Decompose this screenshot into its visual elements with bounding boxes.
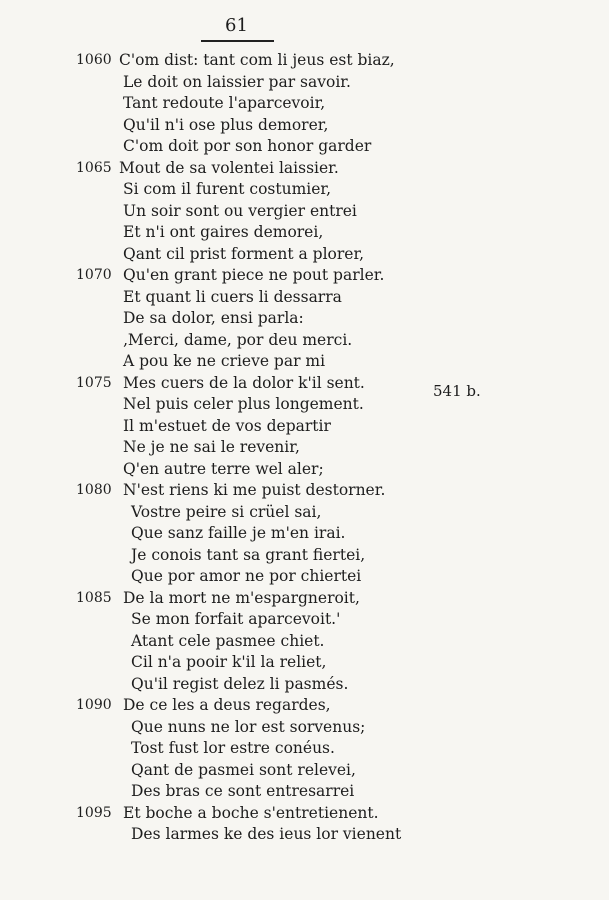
- verse-text: Que nuns ne lor est sorvenus;: [131, 717, 366, 736]
- verse-line: [0, 416, 480, 438]
- verse-line: [0, 351, 480, 373]
- verse-text: Tost fust lor estre conéus.: [131, 739, 335, 757]
- verse-text: Q'en autre terre wel aler;: [123, 459, 324, 478]
- verse-line: [0, 158, 480, 180]
- verse-text: A pou ke ne crieve par mi: [123, 352, 326, 370]
- verse-text: Vostre peire si crüel sai,: [131, 502, 322, 521]
- verse-text: Qant de pasmei sont relevei,: [131, 760, 356, 779]
- verse-line: [0, 287, 480, 309]
- verse-line: [0, 50, 480, 72]
- verse-line: [0, 330, 480, 352]
- verse-line: [0, 72, 480, 94]
- page-number: 61: [225, 15, 248, 36]
- verse-line: [0, 545, 480, 567]
- verse-text: N'est riens ki me puist destorner.: [123, 481, 386, 499]
- verse-line: [0, 265, 480, 287]
- verse-line: [0, 502, 480, 524]
- verse-text: Et n'i ont gaires demorei,: [123, 223, 324, 241]
- verse-text: Il m'estuet de vos departir: [123, 416, 331, 435]
- verse-text: De sa dolor, ensi parla:: [123, 309, 304, 327]
- verse-text: Atant cele pasmee chiet.: [131, 631, 325, 650]
- verse-line: [0, 631, 480, 653]
- verse-text: De ce les a deus regardes,: [123, 696, 331, 714]
- verse-text: Mout de sa volentei laissier.: [119, 158, 339, 177]
- verse-text: Mes cuers de la dolor k'il sent.: [123, 373, 365, 392]
- verse-line: [0, 781, 480, 803]
- verse-text: Des larmes ke des ieus lor vienent: [131, 825, 402, 843]
- verse-line: [0, 480, 480, 502]
- verse-line: [0, 523, 480, 545]
- line-number: 1070: [76, 267, 112, 283]
- verse-line: [0, 222, 480, 244]
- verse-text: Que por amor ne por chiertei: [131, 567, 362, 585]
- verse-text: Et boche a boche s'entretienent.: [123, 803, 379, 822]
- verse-text: Et quant li cuers li dessarra: [123, 287, 342, 306]
- verse-line: [0, 652, 480, 674]
- verse-text: Que sanz faille je m'en irai.: [131, 524, 346, 542]
- verse-line: [0, 738, 480, 760]
- verse-line: [0, 308, 480, 330]
- verse-text: ‚Merci, dame, por deu merci.: [123, 330, 353, 349]
- verse-line: [0, 760, 480, 782]
- verse-line: [0, 394, 480, 416]
- header-rule: [201, 40, 274, 42]
- verse-text: Qant cil prist forment a plorer,: [123, 244, 365, 263]
- verse-line: [0, 201, 480, 223]
- verse-line: [0, 588, 480, 610]
- line-number: 1095: [76, 804, 112, 821]
- verse-text: De la mort ne m'espargneroit,: [123, 588, 360, 607]
- poem-text: [0, 50, 480, 846]
- verse-line: [0, 803, 480, 825]
- line-number: 1065: [76, 159, 112, 176]
- verse-line: [0, 437, 480, 459]
- verse-line: [0, 695, 480, 717]
- verse-line: [0, 93, 480, 115]
- verse-line: [0, 244, 480, 266]
- verse-text: Ne je ne sai le revenir,: [123, 438, 300, 456]
- line-number: 1075: [76, 374, 112, 391]
- verse-line: [0, 609, 480, 631]
- folio-note: 541 b.: [433, 382, 481, 400]
- verse-text: Tant redoute l'aparcevoir,: [123, 94, 326, 112]
- verse-line: [0, 717, 480, 739]
- verse-text: C'om dist: tant com li jeus est biaz,: [119, 51, 395, 69]
- line-number: 1080: [76, 482, 112, 498]
- verse-text: Le doit on laissier par savoir.: [123, 72, 351, 91]
- verse-text: Un soir sont ou vergier entrei: [123, 201, 357, 220]
- verse-line: [0, 674, 480, 696]
- verse-text: Nel puis celer plus longement.: [123, 395, 364, 413]
- verse-line: [0, 373, 480, 395]
- verse-line: [0, 136, 480, 158]
- verse-text: Cil n'a pooir k'il la reliet,: [131, 653, 327, 671]
- verse-text: Qu'en grant piece ne pout parler.: [123, 266, 385, 284]
- verse-text: Je conois tant sa grant fiertei,: [131, 545, 366, 564]
- verse-line: [0, 179, 480, 201]
- verse-text: Si com il furent costumier,: [123, 180, 332, 198]
- line-number: 1090: [76, 697, 112, 713]
- verse-text: C'om doit por son honor garder: [123, 137, 372, 155]
- line-number: 1060: [76, 52, 112, 68]
- verse-line: [0, 459, 480, 481]
- line-number: 1085: [76, 589, 112, 606]
- verse-text: Se mon forfait aparcevoit.': [131, 610, 341, 628]
- verse-text: Qu'il regist delez li pasmés.: [131, 674, 349, 693]
- verse-line: [0, 566, 480, 588]
- verse-line: [0, 115, 480, 137]
- verse-text: Qu'il n'i ose plus demorer,: [123, 115, 329, 134]
- verse-text: Des bras ce sont entresarrei: [131, 782, 355, 800]
- verse-line: [0, 824, 480, 846]
